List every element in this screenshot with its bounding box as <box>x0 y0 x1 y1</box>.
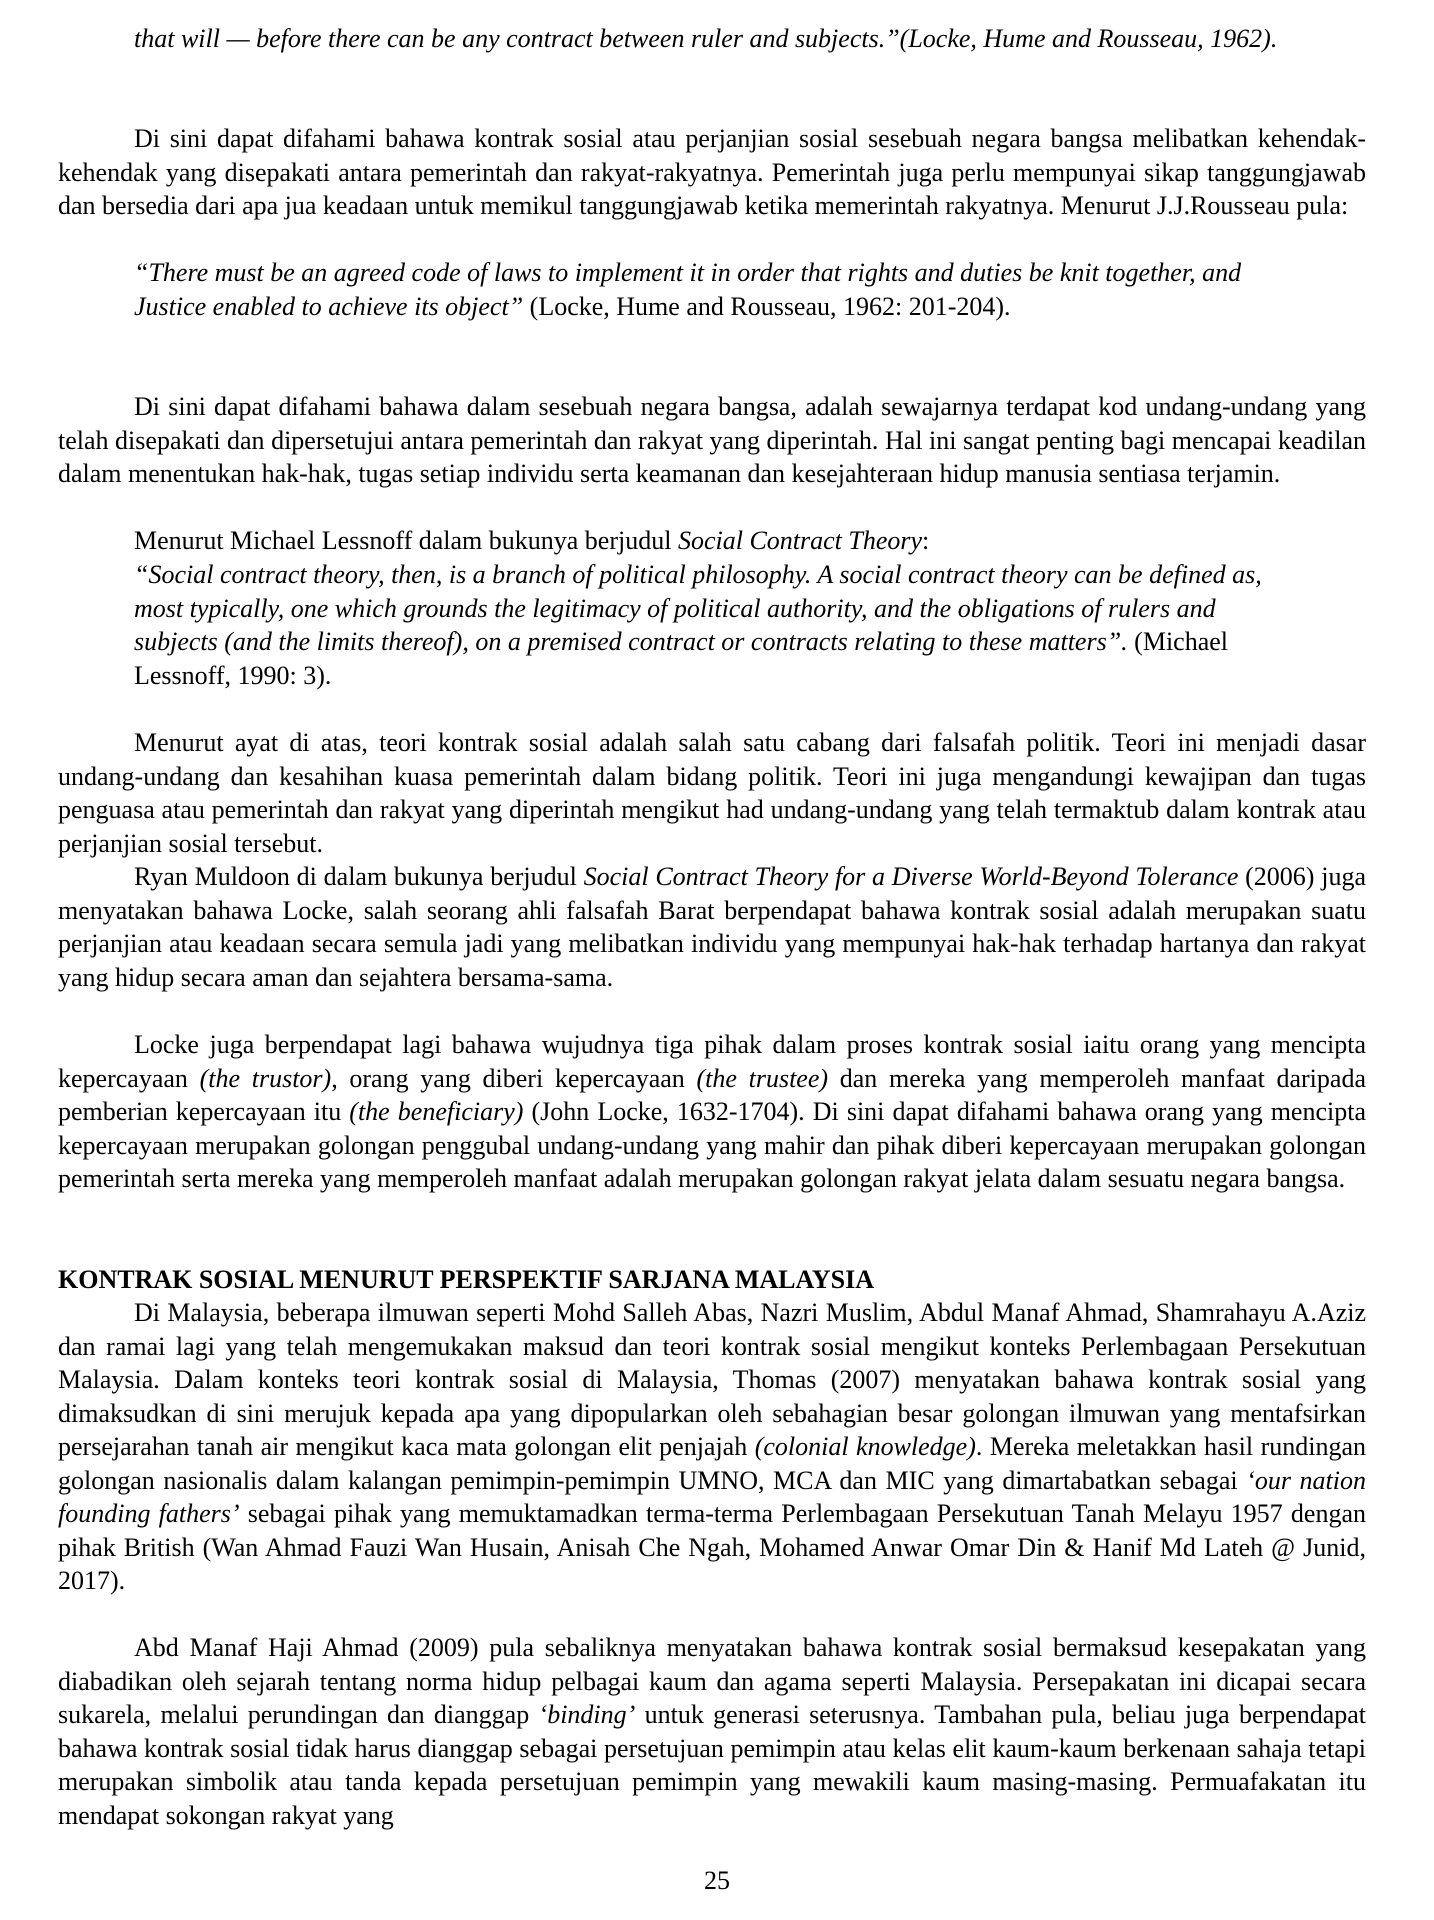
quote-locke-hume-rousseau <box>134 22 1290 56</box>
term-founding-fathers: ‘our nation founding fathers’ <box>58 1465 1366 1528</box>
paragraph-locke-trust <box>58 1028 1366 1196</box>
paragraph-lessnoff-intro <box>58 524 1366 558</box>
paragraph-text: sebagai pihak yang memuktamadkan terma-terma Perlembagaan Persekutuan Tanah Melayu 1957 dengan pihak British (Wan Ahmad Fauzi Wan Husain, Anisah Che Ngah, Mohamed Anwar Omar Din & Hanif Md Lateh @ Junid, 2017). <box>58 1499 1366 1595</box>
quote-lessnoff <box>134 558 1290 692</box>
paragraph-text: (John Locke, 1632-1704). Di sini dapat difahami bahawa orang yang mencipta kepercayaan merupakan golongan penggubal undang-undang yang mahir dan pihak diberi kepercayaan merupakan golongan pemerintah serta mereka yang memperoleh manfaat adalah merupakan golongan rakyat jelata dalam sesuatu negara bangsa. <box>58 1097 1366 1193</box>
book-title: Social Contract Theory <box>677 526 923 555</box>
paragraph-text: Menurut Michael Lessnoff dalam bukunya berjudul <box>134 526 678 555</box>
quote-rousseau <box>134 256 1290 323</box>
book-title: Social Contract Theory for a Diverse World-Beyond Tolerance <box>583 862 1239 891</box>
paragraph-text: Locke juga berpendapat lagi bahawa wujudnya tiga pihak dalam proses kontrak sosial iaitu orang yang mencipta kepercayaan <box>58 1030 1366 1093</box>
paragraph-text: . Mereka meletakkan hasil rundingan golongan nasionalis dalam kalangan pemimpin-pemimpin UMNO, MCA dan MIC yang dimartabatkan sebagai <box>58 1432 1366 1495</box>
paragraph-text: , orang yang diberi kepercayaan <box>331 1063 697 1093</box>
paragraph-text: Di sini dapat difahami bahawa dalam sesebuah negara bangsa, adalah sewajarnya terdapat kod undang-undang yang telah disepakati dan dipersetujui antara pemerintah dan rakyat yang diperintah. Hal ini sangat penting bagi mencapai keadilan dalam menentukan hak-hak, tugas setiap individu serta keamanan dan kesejahteraan hidup manusia sentiasa terjamin. <box>58 392 1366 488</box>
page-number: 25 <box>704 1866 730 1895</box>
quote-text: that will — before there can be any contract between ruler and subjects.”(Locke, Hume and Rousseau, 1962). <box>134 24 1278 53</box>
paragraph-code-of-laws <box>58 390 1366 491</box>
paragraph-malaysian-scholars <box>58 1296 1366 1598</box>
paragraph-social-contract-definition <box>58 122 1366 223</box>
paragraph-text: Di sini dapat difahami bahawa kontrak sosial atau perjanjian sosial sesebuah negara bangsa melibatkan kehendak-kehendak yang disepakati antara pemerintah dan rakyat-rakyatnya. Pemerintah juga perlu mempunyai sikap tanggungjawab dan bersedia dari apa jua keadaan untuk memikul tanggungjawab ketika memerintah rakyatnya. Menurut J.J.Rousseau pula: <box>58 124 1366 220</box>
quote-text: “Social contract theory, then, is a branch of political philosophy. A social contract theory can be defined as, most typically, one which grounds the legitimacy of political authority, and the obligations of rulers and subjects (and the limits thereof), on a premised contract or contracts relating to these matters”. <box>134 560 1262 656</box>
paragraph-abd-manaf <box>58 1631 1366 1832</box>
term-binding: ‘binding’ <box>538 1700 636 1729</box>
paragraph-muldoon <box>58 860 1366 994</box>
quote-text: “There must be an agreed code of laws to implement it in order that rights and duties be knit together, and Justice enabled to achieve its object” <box>134 258 1242 321</box>
paragraph-text: untuk generasi seterusnya. Tambahan pula, beliau juga berpendapat bahawa kontrak sosial tidak harus dianggap sebagai persetujuan pemimpin atau kelas elit kaum-kaum berkenaan sahaja tetapi merupakan simbolik atau tanda kepada persetujuan pemimpin yang mewakili kaum masing-masing. Permuafakatan itu mendapat sokongan rakyat yang <box>58 1700 1367 1830</box>
quote-citation: (Locke, Hume and Rousseau, 1962: 201-204). <box>523 291 1011 321</box>
paragraph-political-philosophy <box>58 726 1366 860</box>
term-colonial-knowledge: (colonial knowledge) <box>754 1432 976 1461</box>
term-beneficiary: (the beneficiary) <box>349 1097 524 1126</box>
term-trustee: (the trustee) <box>696 1063 829 1093</box>
quote-citation: (Michael Lessnoff, 1990: 3). <box>134 627 1229 690</box>
paragraph-text: (2006) juga menyatakan bahawa Locke, salah seorang ahli falsafah Barat berpendapat bahawa kontrak sosial adalah merupakan suatu perjanjian atau keadaan secara semula jadi yang melibatkan individu yang mempunyai hak-hak terhadap hartanya dan rakyat yang hidup secara aman dan sejahtera bersama-sama. <box>58 862 1366 992</box>
section-heading: KONTRAK SOSIAL MENURUT PERSPEKTIF SARJANA MALAYSIA <box>58 1265 875 1294</box>
paragraph-text: Abd Manaf Haji Ahmad (2009) pula sebaliknya menyatakan bahawa kontrak sosial bermaksud kesepakatan yang diabadikan oleh sejarah tentang norma hidup pelbagai kaum dan agama seperti Malaysia. Persepakatan ini dicapai secara sukarela, melalui perundingan dan dianggap <box>58 1633 1366 1729</box>
paragraph-text: dan mereka yang memperoleh manfaat daripada pemberian kepercayaan itu <box>58 1063 1366 1126</box>
paragraph-text: Menurut ayat di atas, teori kontrak sosial adalah salah satu cabang dari falsafah politik. Teori ini menjadi dasar undang-undang dan kesahihan kuasa pemerintah dalam bidang politik. Teori ini juga mengandungi kewajipan dan tugas penguasa atau pemerintah dan rakyat yang diperintah mengikut had undang-undang yang telah termaktub dalam kontrak atau perjanjian sosial tersebut. <box>58 728 1366 858</box>
paragraph-text: Di Malaysia, beberapa ilmuwan seperti Mohd Salleh Abas, Nazri Muslim, Abdul Manaf Ahmad, Shamrahayu A.Aziz dan ramai lagi yang telah mengemukakan maksud dan teori kontrak sosial mengikut konteks Perlembagaan Persekutuan Malaysia. Dalam konteks teori kontrak sosial di Malaysia, Thomas (2007) menyatakan bahawa kontrak sosial yang dimaksudkan di sini merujuk kepada apa yang dipopularkan oleh sebahagian besar golongan ilmuwan yang mentafsirkan persejarahan tanah air mengikut kaca mata golongan elit penjajah <box>58 1298 1366 1461</box>
paragraph-text: : <box>922 526 930 555</box>
paragraph-text: Ryan Muldoon di dalam bukunya berjudul <box>134 862 584 891</box>
term-trustor: (the trustor) <box>199 1063 332 1093</box>
